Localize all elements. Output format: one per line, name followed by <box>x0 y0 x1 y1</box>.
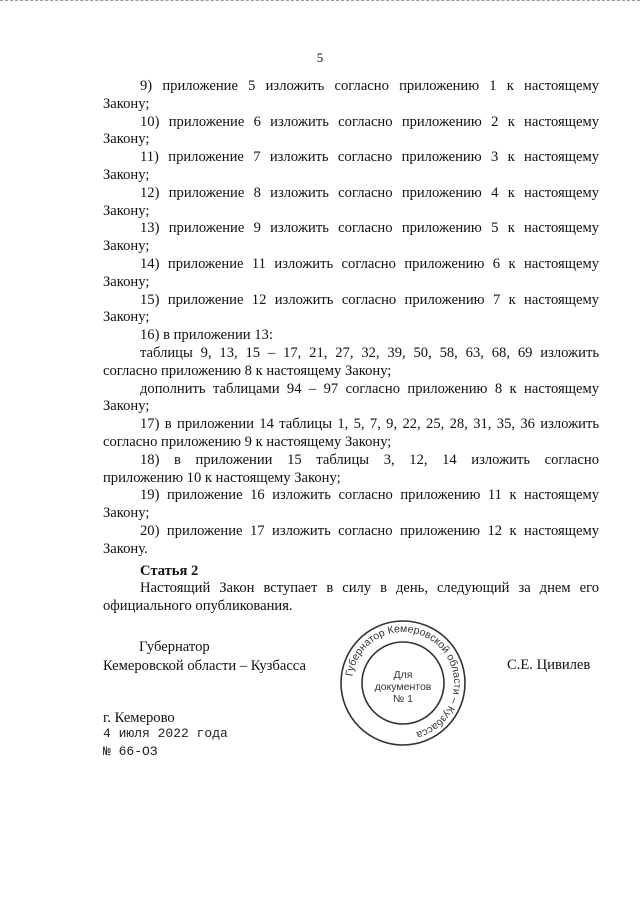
item-3-line-2: Закону; <box>103 166 150 183</box>
law-number: № 66-ОЗ <box>103 744 158 759</box>
law-date: 4 июля 2022 года <box>103 726 228 741</box>
item-9-line-2: согласно приложению 8 к настоящему Закону; <box>103 362 392 379</box>
item-10-line-1: дополнить таблицами 94 – 97 согласно приложению 8 к настоящему <box>140 380 599 397</box>
signer-title-line-1: Губернатор <box>139 639 210 655</box>
item-7-line-1: 15) приложение 12 изложить согласно приложению 7 к настоящему <box>140 291 599 308</box>
stamp-line-3: № 1 <box>392 693 414 705</box>
article-text <box>103 580 599 616</box>
item-14-line-1: 20) приложение 17 изложить согласно приложению 12 к настоящему <box>140 522 599 539</box>
page-number: 5 <box>316 50 324 65</box>
stamp-line-1: Для <box>393 669 413 681</box>
item-14-line-2: Закону. <box>103 540 148 557</box>
item-8-line-1: 16) в приложении 13: <box>140 327 273 344</box>
item-13-line-1: 19) приложение 16 изложить согласно приложению 11 к настоящему <box>140 487 599 504</box>
stamp-line-2: документов <box>374 681 432 693</box>
item-11-line-2: согласно приложению 9 к настоящему Закону; <box>103 433 392 450</box>
item-13-line-2: Закону; <box>103 505 150 522</box>
item-12-line-1: 18) в приложении 15 таблицы 3, 12, 14 изложить согласно <box>140 451 599 468</box>
stamp-ring-text: Губернатор Кемеровской области – Кузбасса <box>343 622 464 742</box>
amendment-list <box>103 78 599 559</box>
item-9-line-1: таблицы 9, 13, 15 – 17, 21, 27, 32, 39, 50, 58, 63, 68, 69 изложить <box>140 344 599 361</box>
article-line-2: официального опубликования. <box>103 597 293 614</box>
item-4-line-1: 12) приложение 8 изложить согласно приложению 4 к настоящему <box>140 184 599 201</box>
item-12-line-2: приложению 10 к настоящему Закону; <box>103 469 341 486</box>
item-6-line-2: Закону; <box>103 273 150 290</box>
signer-title-line-2: Кемеровской области – Кузбасса <box>103 658 306 674</box>
item-2-line-1: 10) приложение 6 изложить согласно приложению 2 к настоящему <box>140 113 599 130</box>
item-10-line-2: Закону; <box>103 398 150 415</box>
item-3-line-1: 11) приложение 7 изложить согласно приложению 3 к настоящему <box>140 149 599 166</box>
item-1-line-1: 9) приложение 5 изложить согласно приложению 1 к настоящему <box>140 78 599 94</box>
article-line-1: Настоящий Закон вступает в силу в день, следующий за днем его <box>140 580 599 596</box>
item-1-line-2: Закону; <box>103 95 150 112</box>
item-6-line-1: 14) приложение 11 изложить согласно приложению 6 к настоящему <box>140 255 599 272</box>
item-5-line-2: Закону; <box>103 238 150 255</box>
article-heading: Статья 2 <box>140 563 199 579</box>
city: г. Кемерово <box>103 710 175 726</box>
signer-name: С.Е. Цивилев <box>507 657 591 673</box>
item-11-line-1: 17) в приложении 14 таблицы 1, 5, 7, 9, 22, 25, 28, 31, 35, 36 изложить <box>140 416 599 433</box>
item-2-line-2: Закону; <box>103 131 150 148</box>
item-7-line-2: Закону; <box>103 309 150 326</box>
item-5-line-1: 13) приложение 9 изложить согласно приложению 5 к настоящему <box>140 220 599 237</box>
top-edge-rule <box>0 0 640 5</box>
official-stamp <box>338 618 468 748</box>
item-4-line-2: Закону; <box>103 202 150 219</box>
